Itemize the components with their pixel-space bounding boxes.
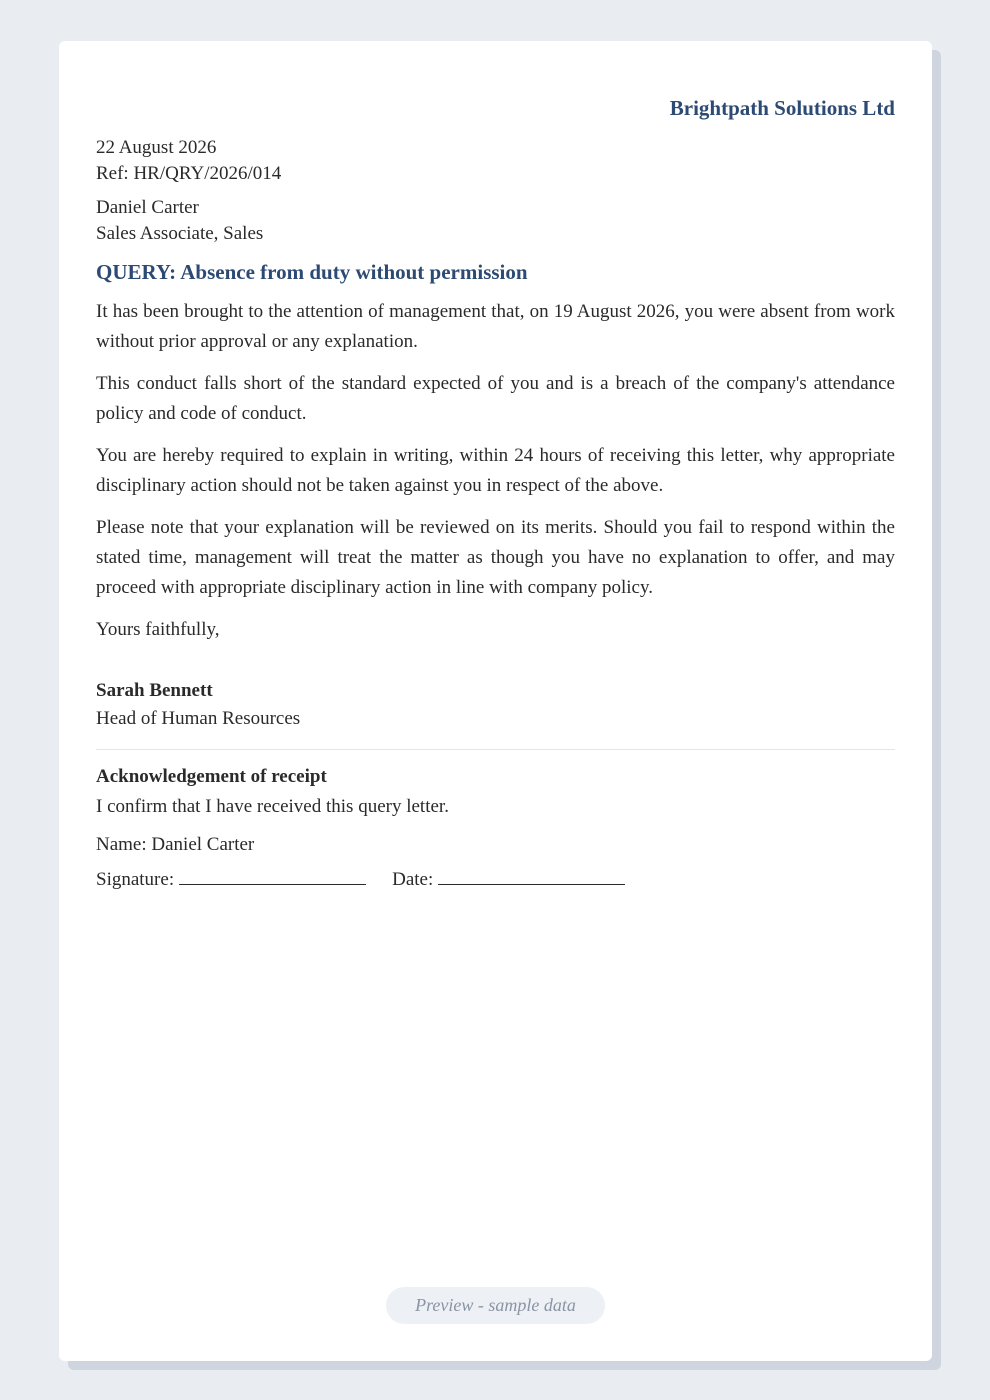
recipient-name: Daniel Carter bbox=[96, 197, 199, 218]
recipient-role: Sales Associate, Sales bbox=[96, 223, 264, 244]
recipient-block bbox=[96, 195, 895, 247]
body-paragraph: This conduct falls short of the standard expected of you and is a breach of the company's attendance policy and code of conduct. bbox=[96, 373, 895, 424]
signature-blank-line bbox=[179, 864, 366, 885]
acknowledgement-name: Name: Daniel Carter bbox=[96, 834, 255, 855]
signer-title: Head of Human Resources bbox=[96, 708, 301, 729]
acknowledgement-section bbox=[96, 764, 895, 893]
company-name: Brightpath Solutions Ltd bbox=[669, 96, 895, 120]
letter-meta bbox=[96, 135, 895, 187]
signature-block bbox=[96, 677, 895, 733]
body-paragraph: You are hereby required to explain in writing, within 24 hours of receiving this letter, why appropriate disciplinary action should not be taken against you in respect of the above. bbox=[96, 445, 895, 496]
letter-subject: QUERY: Absence from duty without permission bbox=[96, 260, 528, 284]
body-paragraph: It has been brought to the attention of management that, on 19 August 2026, you were absent from work without prior approval or any explanation. bbox=[96, 301, 895, 352]
letter-reference: Ref: HR/QRY/2026/014 bbox=[96, 163, 282, 184]
section-divider bbox=[96, 749, 895, 750]
date-label: Date: bbox=[392, 869, 434, 890]
acknowledgement-fields bbox=[96, 864, 895, 893]
preview-badge: Preview - sample data bbox=[386, 1287, 605, 1324]
signature-label: Signature: bbox=[96, 869, 175, 890]
date-field bbox=[392, 864, 625, 893]
closing-line: Yours faithfully, bbox=[96, 619, 220, 640]
letter-page bbox=[59, 41, 932, 1361]
date-blank-line bbox=[438, 864, 625, 885]
body-paragraph: Please note that your explanation will be reviewed on its merits. Should you fail to respond within the stated time, management will treat the matter as though you have no explanation to offer, and may proceed with appropriate disciplinary action in line with company policy. bbox=[96, 517, 895, 598]
acknowledgement-title: Acknowledgement of receipt bbox=[96, 766, 327, 787]
signature-field bbox=[96, 864, 366, 893]
signer-name: Sarah Bennett bbox=[96, 680, 213, 701]
letter-date: 22 August 2026 bbox=[96, 137, 217, 158]
acknowledgement-statement: I confirm that I have received this query letter. bbox=[96, 796, 449, 817]
